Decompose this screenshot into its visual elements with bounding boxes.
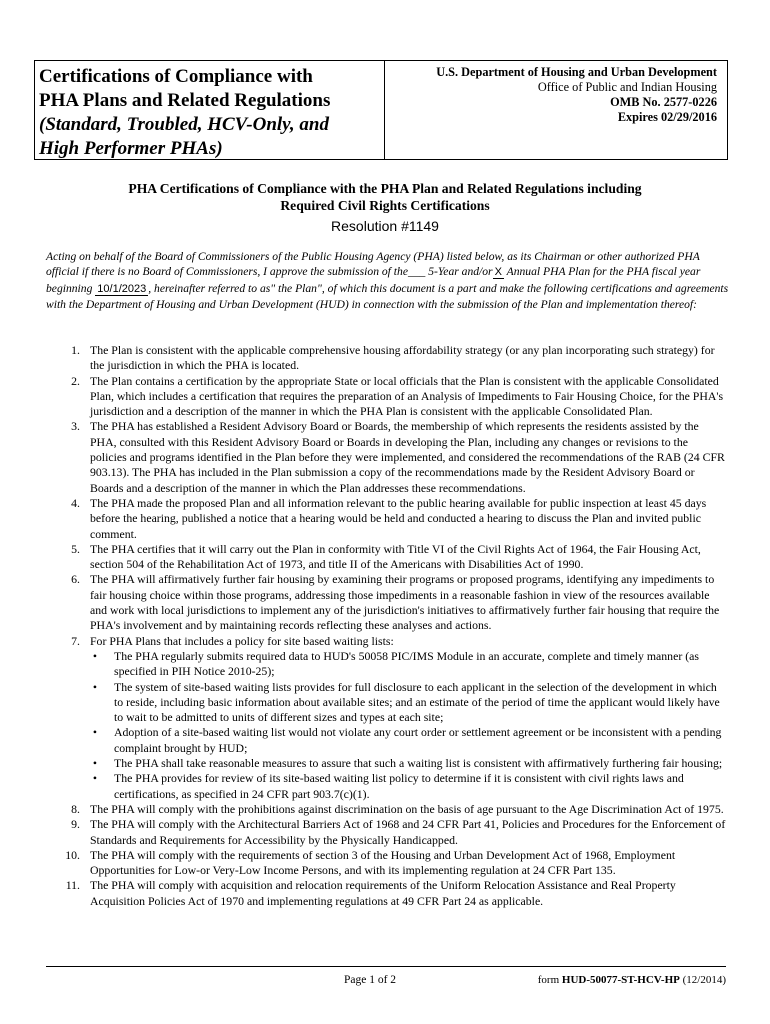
bullet-icon: • xyxy=(92,725,98,740)
bullet-item xyxy=(90,649,726,680)
bullet-text: The PHA shall take reasonable measures to assure that such a waiting list is consistent with affirmatively furthering fair housing; xyxy=(114,756,723,771)
main-heading-line-1: PHA Certifications of Compliance with the PHA Plan and Related Regulations including xyxy=(128,181,642,196)
item-number: 9. xyxy=(71,817,80,832)
form-identifier xyxy=(538,974,726,986)
page-number: Page 1 of 2 xyxy=(343,974,397,986)
department-name: U.S. Department of Housing and Urban Development xyxy=(436,65,717,79)
expiration-date: Expires 02/29/2016 xyxy=(617,110,717,124)
item-number: 2. xyxy=(71,373,80,388)
footer-divider xyxy=(46,966,726,967)
bullet-text: Adoption of a site-based waiting list would not violate any court order or settlement agreement or be inconsistent with a pending complaint brought by HUD; xyxy=(114,725,722,755)
item-text: The PHA certifies that it will carry out the Plan in conformity with Title VI of the Civil Rights Act of 1964, the Fair Housing Act, section 504 of the Rehabilitation Act of 1973, and title II of the Americans with Disabilities Act of 1990. xyxy=(90,541,701,572)
header-box xyxy=(34,60,728,160)
form-number: HUD-50077-ST-HCV-HP xyxy=(561,974,680,986)
list-item xyxy=(46,848,726,879)
item-text: The PHA made the proposed Plan and all information relevant to the public hearing available for public inspection at least 45 days before the hearing, published a notice that a hearing would be held and conducted a hearing to discuss the Plan and invited public comment. xyxy=(90,495,707,541)
item-text: The Plan contains a certification by the appropriate State or local officials that the Plan is consistent with the applicable Consolidated Plan, which includes a certification that requires the preparation of an Analysis of Impediments to Fair Housing Choice, for the PHA's jurisdiction and a description of the manner in which the PHA Plan is consistent with the applicable Consolidated Plan. xyxy=(90,373,724,419)
bullet-item xyxy=(90,725,726,756)
list-item xyxy=(46,634,726,802)
list-item xyxy=(46,496,726,542)
item-number: 6. xyxy=(71,572,80,587)
bullet-item xyxy=(90,771,726,802)
title-line-2: PHA Plans and Related Regulations xyxy=(39,90,331,111)
item-number: 10. xyxy=(65,847,80,862)
item-number: 11. xyxy=(65,878,80,893)
item-number: 7. xyxy=(71,633,80,648)
form-date: (12/2014) xyxy=(679,974,726,986)
intro-text-1: Acting on behalf of the Board of Commissioners of the Public Housing Agency (PHA) listed below, as its Chairman or other authorized PHA official if there is no Board of Commissioners, I approve the submission of the___ 5-Year and/or xyxy=(46,250,700,279)
item-text: The PHA will comply with acquisition and relocation requirements of the Uniform Relocation Assistance and Real Property Acquisition Policies Act of 1970 and implementing regulations at 49 CFR Part 24 as applicable. xyxy=(90,878,676,908)
intro-paragraph xyxy=(46,249,730,313)
item-text: The PHA will comply with the prohibitions against discrimination on the basis of age pursuant to the Age Discrimination Act of 1975. xyxy=(90,801,724,816)
item-text: The PHA will comply with the Architectural Barriers Act of 1968 and 24 CFR Part 41, Policies and Procedures for the Enforcement of Standards and Requirements for Accessibility by the Physically Handicapped. xyxy=(90,817,726,847)
bullet-item xyxy=(90,756,726,771)
intro-text-2: Annual PHA Plan for the PHA fiscal year beginning xyxy=(46,265,701,295)
list-item xyxy=(46,878,726,909)
list-item xyxy=(46,542,726,573)
bullet-icon: • xyxy=(92,771,98,786)
bullet-text: The PHA provides for review of its site-based waiting list policy to determine if it is consistent with civil rights laws and certifications, as specified in 24 CFR part 903.7(c)(1). xyxy=(114,771,684,801)
intro-text-3: , hereinafter referred to as" the Plan", of which this document is a part and make the following certifications and agreements with the Department of Housing and Urban Development (HUD) in connection with the submission of the Plan and implementation thereof: xyxy=(46,281,729,312)
office-name: Office of Public and Indian Housing xyxy=(537,80,717,94)
item-number: 5. xyxy=(71,541,80,556)
item-text: The PHA will comply with the requirements of section 3 of the Housing and Urban Development Act of 1968, Employment Opportunities for Low-or Very-Low Income Persons, and with its implementing regulation at 24 CFR Part 135. xyxy=(90,847,676,878)
omb-number: OMB No. 2577-0226 xyxy=(610,95,717,109)
list-item xyxy=(46,572,726,633)
list-item xyxy=(46,802,726,817)
subtitle-line-2: High Performer PHAs) xyxy=(39,138,223,159)
main-heading xyxy=(40,180,730,214)
title-line-1: Certifications of Compliance with xyxy=(39,66,313,87)
fiscal-year-start-field: 10/1/2023 xyxy=(97,282,147,295)
item-number: 4. xyxy=(71,495,80,510)
list-item xyxy=(46,343,726,374)
item-text: The PHA will affirmatively further fair housing by examining their programs or proposed programs, identifying any impediments to fair housing choice within those programs, addressing those impediments in a reasonable fashion in view of the resources available and work with local jurisdictions to implement any of the jurisdiction's initiatives to affirmatively further fair housing that require the PHA's involvement and by maintaining records reflecting these analyses and actions. xyxy=(90,572,720,633)
bullet-icon: • xyxy=(92,679,98,694)
site-based-waiting-list-bullets xyxy=(90,649,726,802)
item-number: 1. xyxy=(71,343,80,357)
certification-list xyxy=(46,343,726,909)
bullet-text: The PHA regularly submits required data to HUD's 50058 PIC/IMS Module in an accurate, complete and timely manner (as specified in PIH Notice 2010-25); xyxy=(114,648,699,679)
item-text: The Plan is consistent with the applicable comprehensive housing affordability strategy (or any plan incorporating such strategy) for the jurisdiction in which the PHA is located. xyxy=(90,343,715,373)
agency-info xyxy=(385,61,727,159)
resolution-number: Resolution #1149 xyxy=(331,218,439,234)
item-text: For PHA Plans that includes a policy for site based waiting lists: xyxy=(90,633,394,648)
annual-plan-mark: X xyxy=(494,266,502,279)
list-item xyxy=(46,817,726,848)
main-heading-line-2: Required Civil Rights Certifications xyxy=(280,198,490,213)
list-item xyxy=(46,374,726,420)
item-number: 3. xyxy=(71,419,80,434)
bullet-icon: • xyxy=(92,756,98,771)
form-title xyxy=(35,61,385,159)
form-prefix: form xyxy=(537,974,562,986)
bullet-text: The system of site-based waiting lists provides for full disclosure to each applicant in the selection of the development in which to reside, including basic information about available sites; and an estimate of the period of time the applicant would likely have to wait to be admitted to units of different sizes and types at each site; xyxy=(114,679,720,725)
subtitle-line-1: (Standard, Troubled, HCV-Only, and xyxy=(39,114,329,135)
bullet-item xyxy=(90,680,726,726)
list-item xyxy=(46,419,726,495)
bullet-icon: • xyxy=(92,648,98,663)
item-number: 8. xyxy=(71,801,80,816)
item-text: The PHA has established a Resident Advisory Board or Boards, the membership of which represents the residents assisted by the PHA, consulted with this Resident Advisory Board or Boards in developing the Plan, including any changes or revisions to the policies and programs identified in the Plan before they were implemented, and considered the recommendations of the RAB (24 CFR 903.13). The PHA has included in the Plan submission a copy of the recommendations made by the Resident Advisory Board or Boards and a description of the manner in which the Plan addresses these recommendations. xyxy=(90,419,725,495)
